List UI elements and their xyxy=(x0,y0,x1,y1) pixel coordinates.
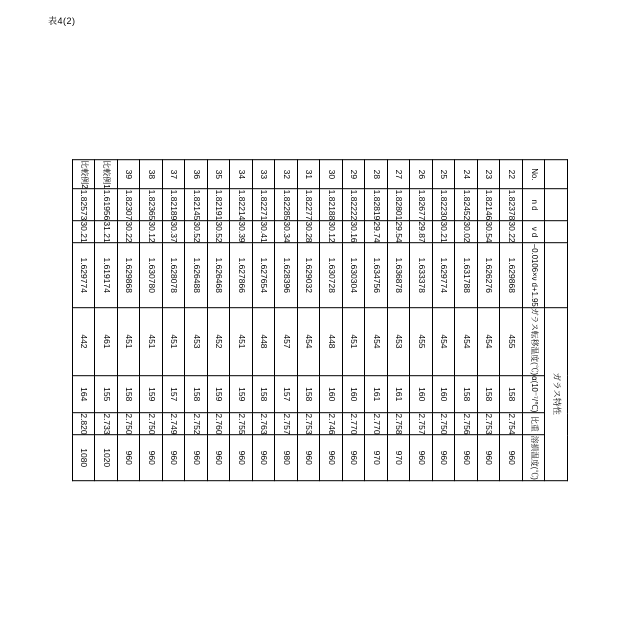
cell-melting-temp: 960 xyxy=(410,435,433,480)
cell-alpha: 158 xyxy=(253,376,276,413)
cell-formula: 1.630780 xyxy=(140,243,163,307)
cell-formula: 1.626488 xyxy=(185,243,208,307)
cell-tg: 455 xyxy=(410,307,433,375)
cell-nd: 1.82145 xyxy=(185,189,208,221)
cell-vd: 29.87 xyxy=(410,221,433,243)
cell-nd: 1.82378 xyxy=(500,189,523,221)
cell-specific-gravity: 2.757 xyxy=(410,413,433,435)
cell-melting-temp: 970 xyxy=(365,435,388,480)
cell-melting-temp: 960 xyxy=(140,435,163,480)
cell-nd: 1.82307 xyxy=(118,189,141,221)
group-header-blank-nd xyxy=(545,189,568,221)
cell-melting-temp: 960 xyxy=(478,435,501,480)
cell-vd: 30.12 xyxy=(320,221,343,243)
cell-melting-temp: 960 xyxy=(500,435,523,480)
cell-no: 25 xyxy=(433,160,456,189)
cell-no: 26 xyxy=(410,160,433,189)
cell-vd: 30.37 xyxy=(163,221,186,243)
table-row xyxy=(95,160,118,481)
cell-tg: 461 xyxy=(95,307,118,375)
table-header xyxy=(523,160,568,481)
table-row xyxy=(298,160,321,481)
cell-vd: 30.16 xyxy=(343,221,366,243)
table-row xyxy=(230,160,253,481)
table-body xyxy=(73,160,523,481)
cell-no: 38 xyxy=(140,160,163,189)
cell-tg: 454 xyxy=(478,307,501,375)
cell-tg: 454 xyxy=(298,307,321,375)
cell-nd: 1.82188 xyxy=(320,189,343,221)
cell-specific-gravity: 2.750 xyxy=(433,413,456,435)
cell-nd: 1.82271 xyxy=(253,189,276,221)
cell-no: 比較例2 xyxy=(73,160,96,189)
cell-nd: 1.82677 xyxy=(410,189,433,221)
cell-no: 24 xyxy=(455,160,478,189)
cell-no: 28 xyxy=(365,160,388,189)
cell-no: 32 xyxy=(275,160,298,189)
column-header-specific-gravity: 比重 xyxy=(523,413,546,435)
cell-nd: 1.82452 xyxy=(455,189,478,221)
group-header-blank-no xyxy=(545,160,568,189)
table-row xyxy=(478,160,501,481)
table-row xyxy=(365,160,388,481)
cell-vd: 30.52 xyxy=(185,221,208,243)
cell-specific-gravity: 2.753 xyxy=(478,413,501,435)
group-header-blank-vd xyxy=(545,221,568,243)
cell-formula: 1.629774 xyxy=(433,243,456,307)
cell-alpha: 160 xyxy=(433,376,456,413)
column-header-vd: ν d xyxy=(523,221,546,243)
cell-no: 36 xyxy=(185,160,208,189)
cell-formula: 1.626468 xyxy=(208,243,231,307)
cell-tg: 454 xyxy=(433,307,456,375)
cell-no: 37 xyxy=(163,160,186,189)
cell-formula: 1.629868 xyxy=(500,243,523,307)
cell-tg: 453 xyxy=(185,307,208,375)
cell-alpha: 157 xyxy=(275,376,298,413)
glass-properties-table xyxy=(72,159,568,481)
cell-formula: 1.629032 xyxy=(298,243,321,307)
cell-specific-gravity: 2.757 xyxy=(275,413,298,435)
cell-formula: 1.630728 xyxy=(320,243,343,307)
cell-no: 27 xyxy=(388,160,411,189)
table-row xyxy=(140,160,163,481)
cell-vd: 30.21 xyxy=(73,221,96,243)
cell-vd: 30.39 xyxy=(230,221,253,243)
cell-specific-gravity: 2.746 xyxy=(320,413,343,435)
table-row xyxy=(410,160,433,481)
cell-melting-temp: 960 xyxy=(455,435,478,480)
cell-formula: 1.633378 xyxy=(410,243,433,307)
cell-alpha: 160 xyxy=(320,376,343,413)
table-row xyxy=(500,160,523,481)
cell-no: 比較例1 xyxy=(95,160,118,189)
cell-specific-gravity: 2.758 xyxy=(388,413,411,435)
cell-alpha: 159 xyxy=(208,376,231,413)
cell-formula: 1.629774 xyxy=(73,243,96,307)
group-header-blank-formula xyxy=(545,243,568,307)
table-row xyxy=(253,160,276,481)
cell-formula: 1.626276 xyxy=(478,243,501,307)
cell-alpha: 155 xyxy=(95,376,118,413)
cell-nd: 1.82230 xyxy=(433,189,456,221)
table-row xyxy=(163,160,186,481)
cell-tg: 454 xyxy=(455,307,478,375)
table-caption: 表4(2) xyxy=(48,16,76,26)
cell-nd: 1.82801 xyxy=(388,189,411,221)
cell-no: 23 xyxy=(478,160,501,189)
column-header-no: No. xyxy=(523,160,546,189)
cell-nd: 1.82285 xyxy=(275,189,298,221)
cell-vd: 29.54 xyxy=(388,221,411,243)
cell-alpha: 157 xyxy=(163,376,186,413)
cell-no: 22 xyxy=(500,160,523,189)
table-row xyxy=(73,160,96,481)
cell-melting-temp: 980 xyxy=(275,435,298,480)
cell-no: 29 xyxy=(343,160,366,189)
cell-melting-temp: 960 xyxy=(185,435,208,480)
cell-specific-gravity: 2.754 xyxy=(500,413,523,435)
cell-formula: 1.629868 xyxy=(118,243,141,307)
table-row xyxy=(320,160,343,481)
cell-nd: 1.82146 xyxy=(478,189,501,221)
cell-nd: 1.82222 xyxy=(343,189,366,221)
cell-no: 35 xyxy=(208,160,231,189)
column-header-alpha: α(10⁻⁷/℃) xyxy=(523,376,546,413)
cell-tg: 442 xyxy=(73,307,96,375)
cell-specific-gravity: 2.752 xyxy=(185,413,208,435)
cell-alpha: 158 xyxy=(118,376,141,413)
table-row xyxy=(455,160,478,481)
cell-alpha: 164 xyxy=(73,376,96,413)
cell-alpha: 160 xyxy=(343,376,366,413)
cell-nd: 1.61956 xyxy=(95,189,118,221)
cell-tg: 451 xyxy=(140,307,163,375)
cell-vd: 30.22 xyxy=(500,221,523,243)
glass-properties-table-container xyxy=(72,159,568,481)
cell-melting-temp: 1080 xyxy=(73,435,96,480)
cell-melting-temp: 970 xyxy=(388,435,411,480)
cell-nd: 1.82277 xyxy=(298,189,321,221)
cell-alpha: 158 xyxy=(298,376,321,413)
cell-nd: 1.82573 xyxy=(73,189,96,221)
cell-nd: 1.82189 xyxy=(163,189,186,221)
cell-alpha: 159 xyxy=(230,376,253,413)
cell-alpha: 161 xyxy=(365,376,388,413)
cell-no: 39 xyxy=(118,160,141,189)
cell-melting-temp: 960 xyxy=(253,435,276,480)
column-header-nd: n d xyxy=(523,189,546,221)
cell-specific-gravity: 2.763 xyxy=(253,413,276,435)
column-header-melting-temp: 溶損温度(℃) xyxy=(523,435,546,480)
cell-tg: 451 xyxy=(230,307,253,375)
cell-nd: 1.82819 xyxy=(365,189,388,221)
cell-specific-gravity: 2.749 xyxy=(163,413,186,435)
cell-formula: 1.634756 xyxy=(365,243,388,307)
cell-nd: 1.82191 xyxy=(208,189,231,221)
cell-no: 30 xyxy=(320,160,343,189)
cell-no: 33 xyxy=(253,160,276,189)
cell-no: 31 xyxy=(298,160,321,189)
cell-formula: 1.636878 xyxy=(388,243,411,307)
cell-tg: 451 xyxy=(163,307,186,375)
cell-specific-gravity: 2.753 xyxy=(298,413,321,435)
cell-formula: 1.630304 xyxy=(343,243,366,307)
cell-specific-gravity: 2.770 xyxy=(365,413,388,435)
table-row xyxy=(185,160,208,481)
cell-specific-gravity: 2.733 xyxy=(95,413,118,435)
cell-tg: 455 xyxy=(500,307,523,375)
cell-nd: 1.82365 xyxy=(140,189,163,221)
cell-tg: 448 xyxy=(253,307,276,375)
table-row xyxy=(118,160,141,481)
cell-melting-temp: 960 xyxy=(433,435,456,480)
cell-tg: 453 xyxy=(388,307,411,375)
cell-melting-temp: 960 xyxy=(230,435,253,480)
cell-formula: 1.628396 xyxy=(275,243,298,307)
cell-vd: 30.28 xyxy=(298,221,321,243)
cell-specific-gravity: 2.770 xyxy=(343,413,366,435)
cell-tg: 454 xyxy=(365,307,388,375)
cell-vd: 30.12 xyxy=(140,221,163,243)
cell-tg: 451 xyxy=(343,307,366,375)
table-row xyxy=(208,160,231,481)
cell-vd: 29.74 xyxy=(365,221,388,243)
cell-alpha: 158 xyxy=(185,376,208,413)
cell-tg: 452 xyxy=(208,307,231,375)
cell-alpha: 159 xyxy=(140,376,163,413)
cell-specific-gravity: 2.820 xyxy=(73,413,96,435)
cell-specific-gravity: 2.755 xyxy=(230,413,253,435)
cell-specific-gravity: 2.750 xyxy=(140,413,163,435)
cell-formula: 1.627654 xyxy=(253,243,276,307)
table-row xyxy=(343,160,366,481)
cell-tg: 451 xyxy=(118,307,141,375)
cell-no: 34 xyxy=(230,160,253,189)
cell-melting-temp: 960 xyxy=(343,435,366,480)
cell-vd: 30.54 xyxy=(478,221,501,243)
cell-specific-gravity: 2.760 xyxy=(208,413,231,435)
group-header-row xyxy=(545,160,568,481)
table-row xyxy=(433,160,456,481)
cell-formula: 1.619174 xyxy=(95,243,118,307)
column-header-row xyxy=(523,160,546,481)
cell-vd: 30.34 xyxy=(275,221,298,243)
cell-melting-temp: 960 xyxy=(163,435,186,480)
cell-formula: 1.631788 xyxy=(455,243,478,307)
cell-melting-temp: 1020 xyxy=(95,435,118,480)
cell-alpha: 158 xyxy=(478,376,501,413)
cell-specific-gravity: 2.756 xyxy=(455,413,478,435)
cell-specific-gravity: 2.750 xyxy=(118,413,141,435)
cell-melting-temp: 960 xyxy=(298,435,321,480)
cell-vd: 30.21 xyxy=(433,221,456,243)
cell-vd: 30.02 xyxy=(455,221,478,243)
cell-alpha: 158 xyxy=(455,376,478,413)
column-header-tg: ガラス転移温度(℃) xyxy=(523,307,546,375)
cell-tg: 457 xyxy=(275,307,298,375)
cell-formula: 1.627866 xyxy=(230,243,253,307)
table-row xyxy=(275,160,298,481)
cell-tg: 448 xyxy=(320,307,343,375)
cell-vd: 30.22 xyxy=(118,221,141,243)
table-row xyxy=(388,160,411,481)
cell-melting-temp: 960 xyxy=(118,435,141,480)
cell-melting-temp: 960 xyxy=(208,435,231,480)
column-header-formula: −0.0106×ν d+1.95 xyxy=(523,243,546,307)
group-header-glass-properties: ガラス特性 xyxy=(545,307,568,480)
cell-vd: 31.21 xyxy=(95,221,118,243)
cell-nd: 1.82214 xyxy=(230,189,253,221)
cell-melting-temp: 960 xyxy=(320,435,343,480)
cell-alpha: 160 xyxy=(410,376,433,413)
cell-alpha: 158 xyxy=(500,376,523,413)
cell-vd: 30.52 xyxy=(208,221,231,243)
cell-vd: 30.41 xyxy=(253,221,276,243)
cell-alpha: 161 xyxy=(388,376,411,413)
cell-formula: 1.628078 xyxy=(163,243,186,307)
